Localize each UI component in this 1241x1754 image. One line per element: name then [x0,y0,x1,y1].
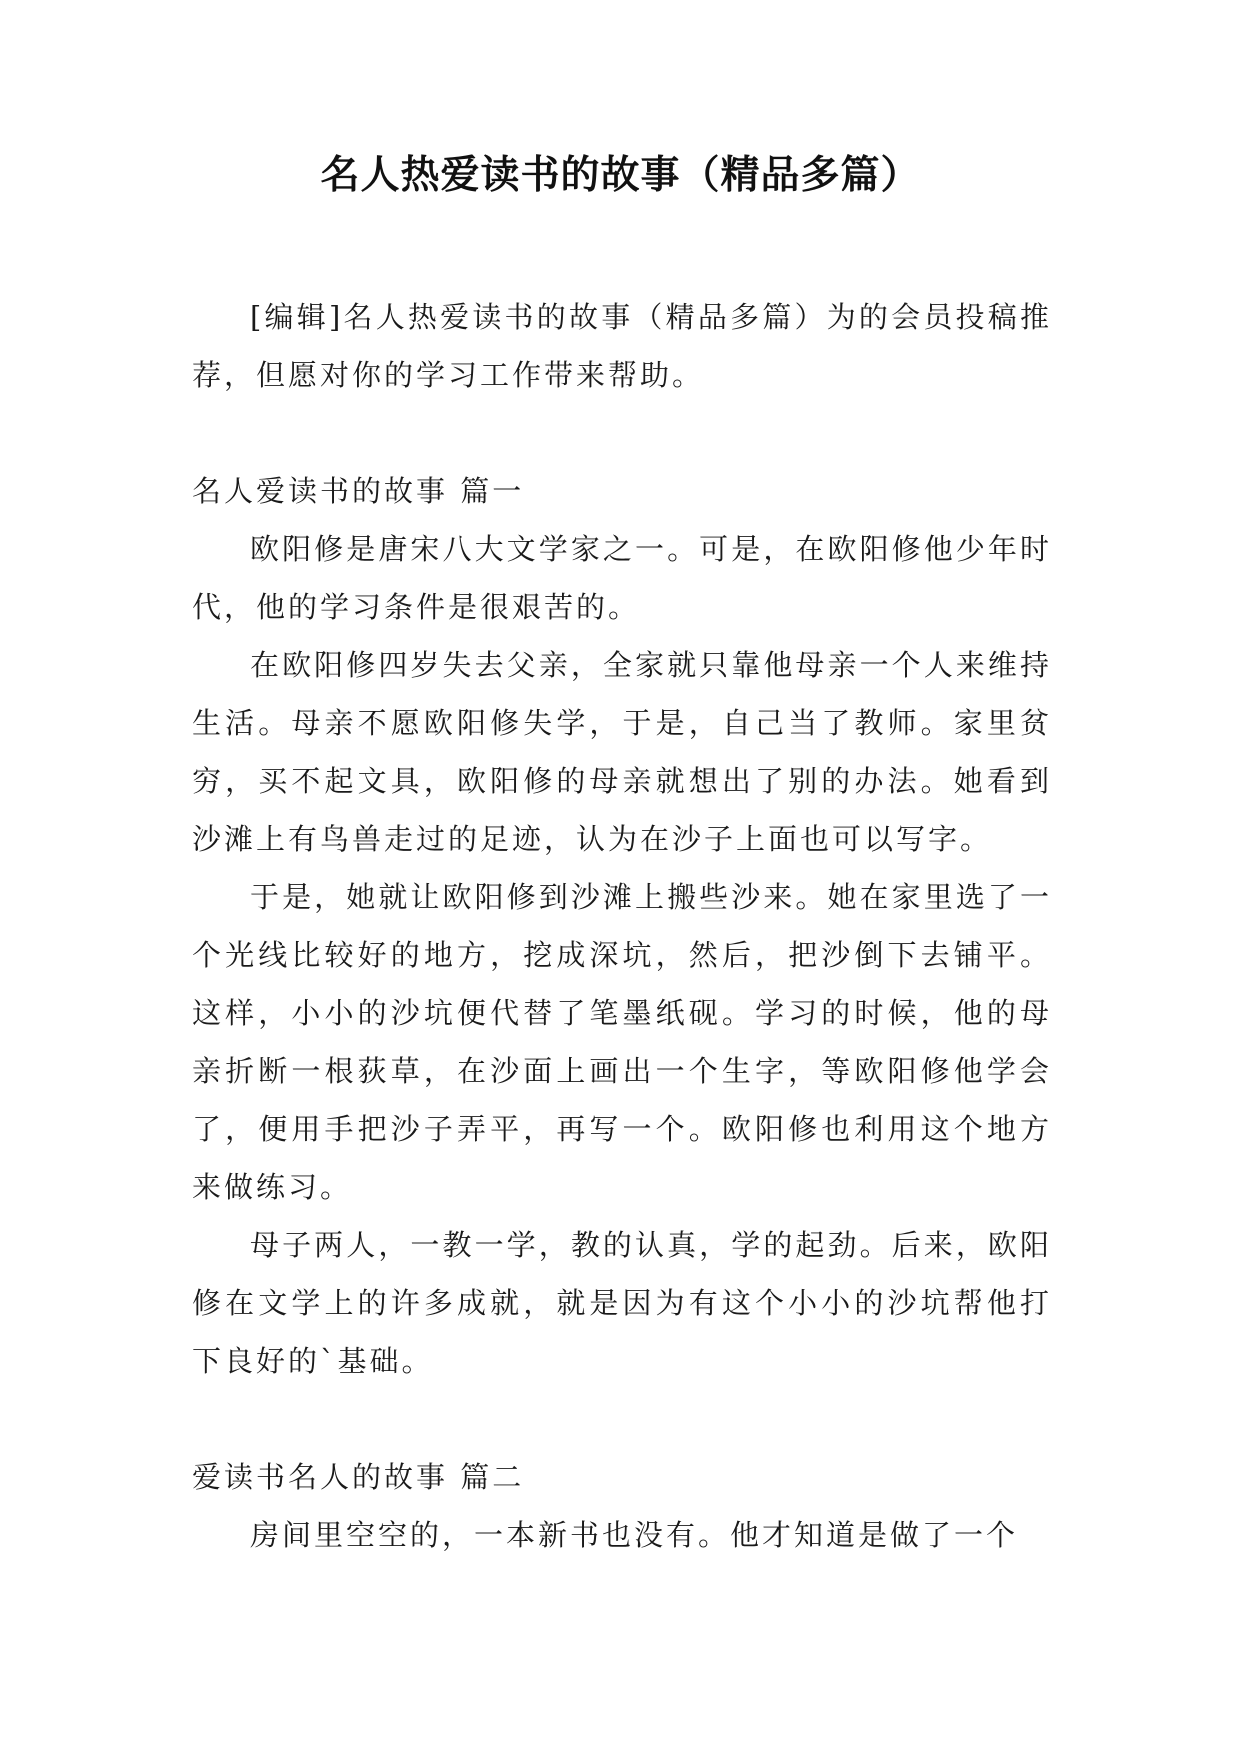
paragraph: 于是，她就让欧阳修到沙滩上搬些沙来。她在家里选了一个光线比较好的地方，挖成深坑，然后，把沙倒下去铺平。这样，小小的沙坑便代替了笔墨纸砚。学习的时候，他的母亲折断一根荻草，在沙面上画出一个生字，等欧阳修他学会了，便用手把沙子弄平，再写一个。欧阳修也利用这个地方来做练习。 [192,880,1052,1204]
paragraph: 欧阳修是唐宋八大文学家之一。可是，在欧阳修他少年时代，他的学习条件是很艰苦的。 [192,532,1052,624]
section-heading-1: 名人爱读书的故事 篇一 [192,474,525,508]
section-spacer [192,1390,1052,1448]
section-spacer [192,404,1052,462]
section-heading-2: 爱读书名人的故事 篇二 [192,1460,525,1494]
paragraph: 母子两人，一教一学，教的认真，学的起劲。后来，欧阳修在文学上的许多成就，就是因为有这个小小的沙坑帮他打下良好的`基础。 [192,1228,1052,1378]
document-title: 名人热爱读书的故事（精品多篇） [320,153,921,198]
intro-paragraph: [编辑]名人热爱读书的故事（精品多篇）为的会员投稿推荐，但愿对你的学习工作带来帮助。 [192,300,1052,392]
paragraph: 房间里空空的，一本新书也没有。他才知道是做了一个 [250,1518,1019,1552]
document-body [192,288,1052,1564]
paragraph: 在欧阳修四岁失去父亲，全家就只靠他母亲一个人来维持生活。母亲不愿欧阳修失学，于是，自己当了教师。家里贫穷，买不起文具，欧阳修的母亲就想出了别的办法。她看到沙滩上有鸟兽走过的足迹，认为在沙子上面也可以写字。 [192,648,1052,856]
